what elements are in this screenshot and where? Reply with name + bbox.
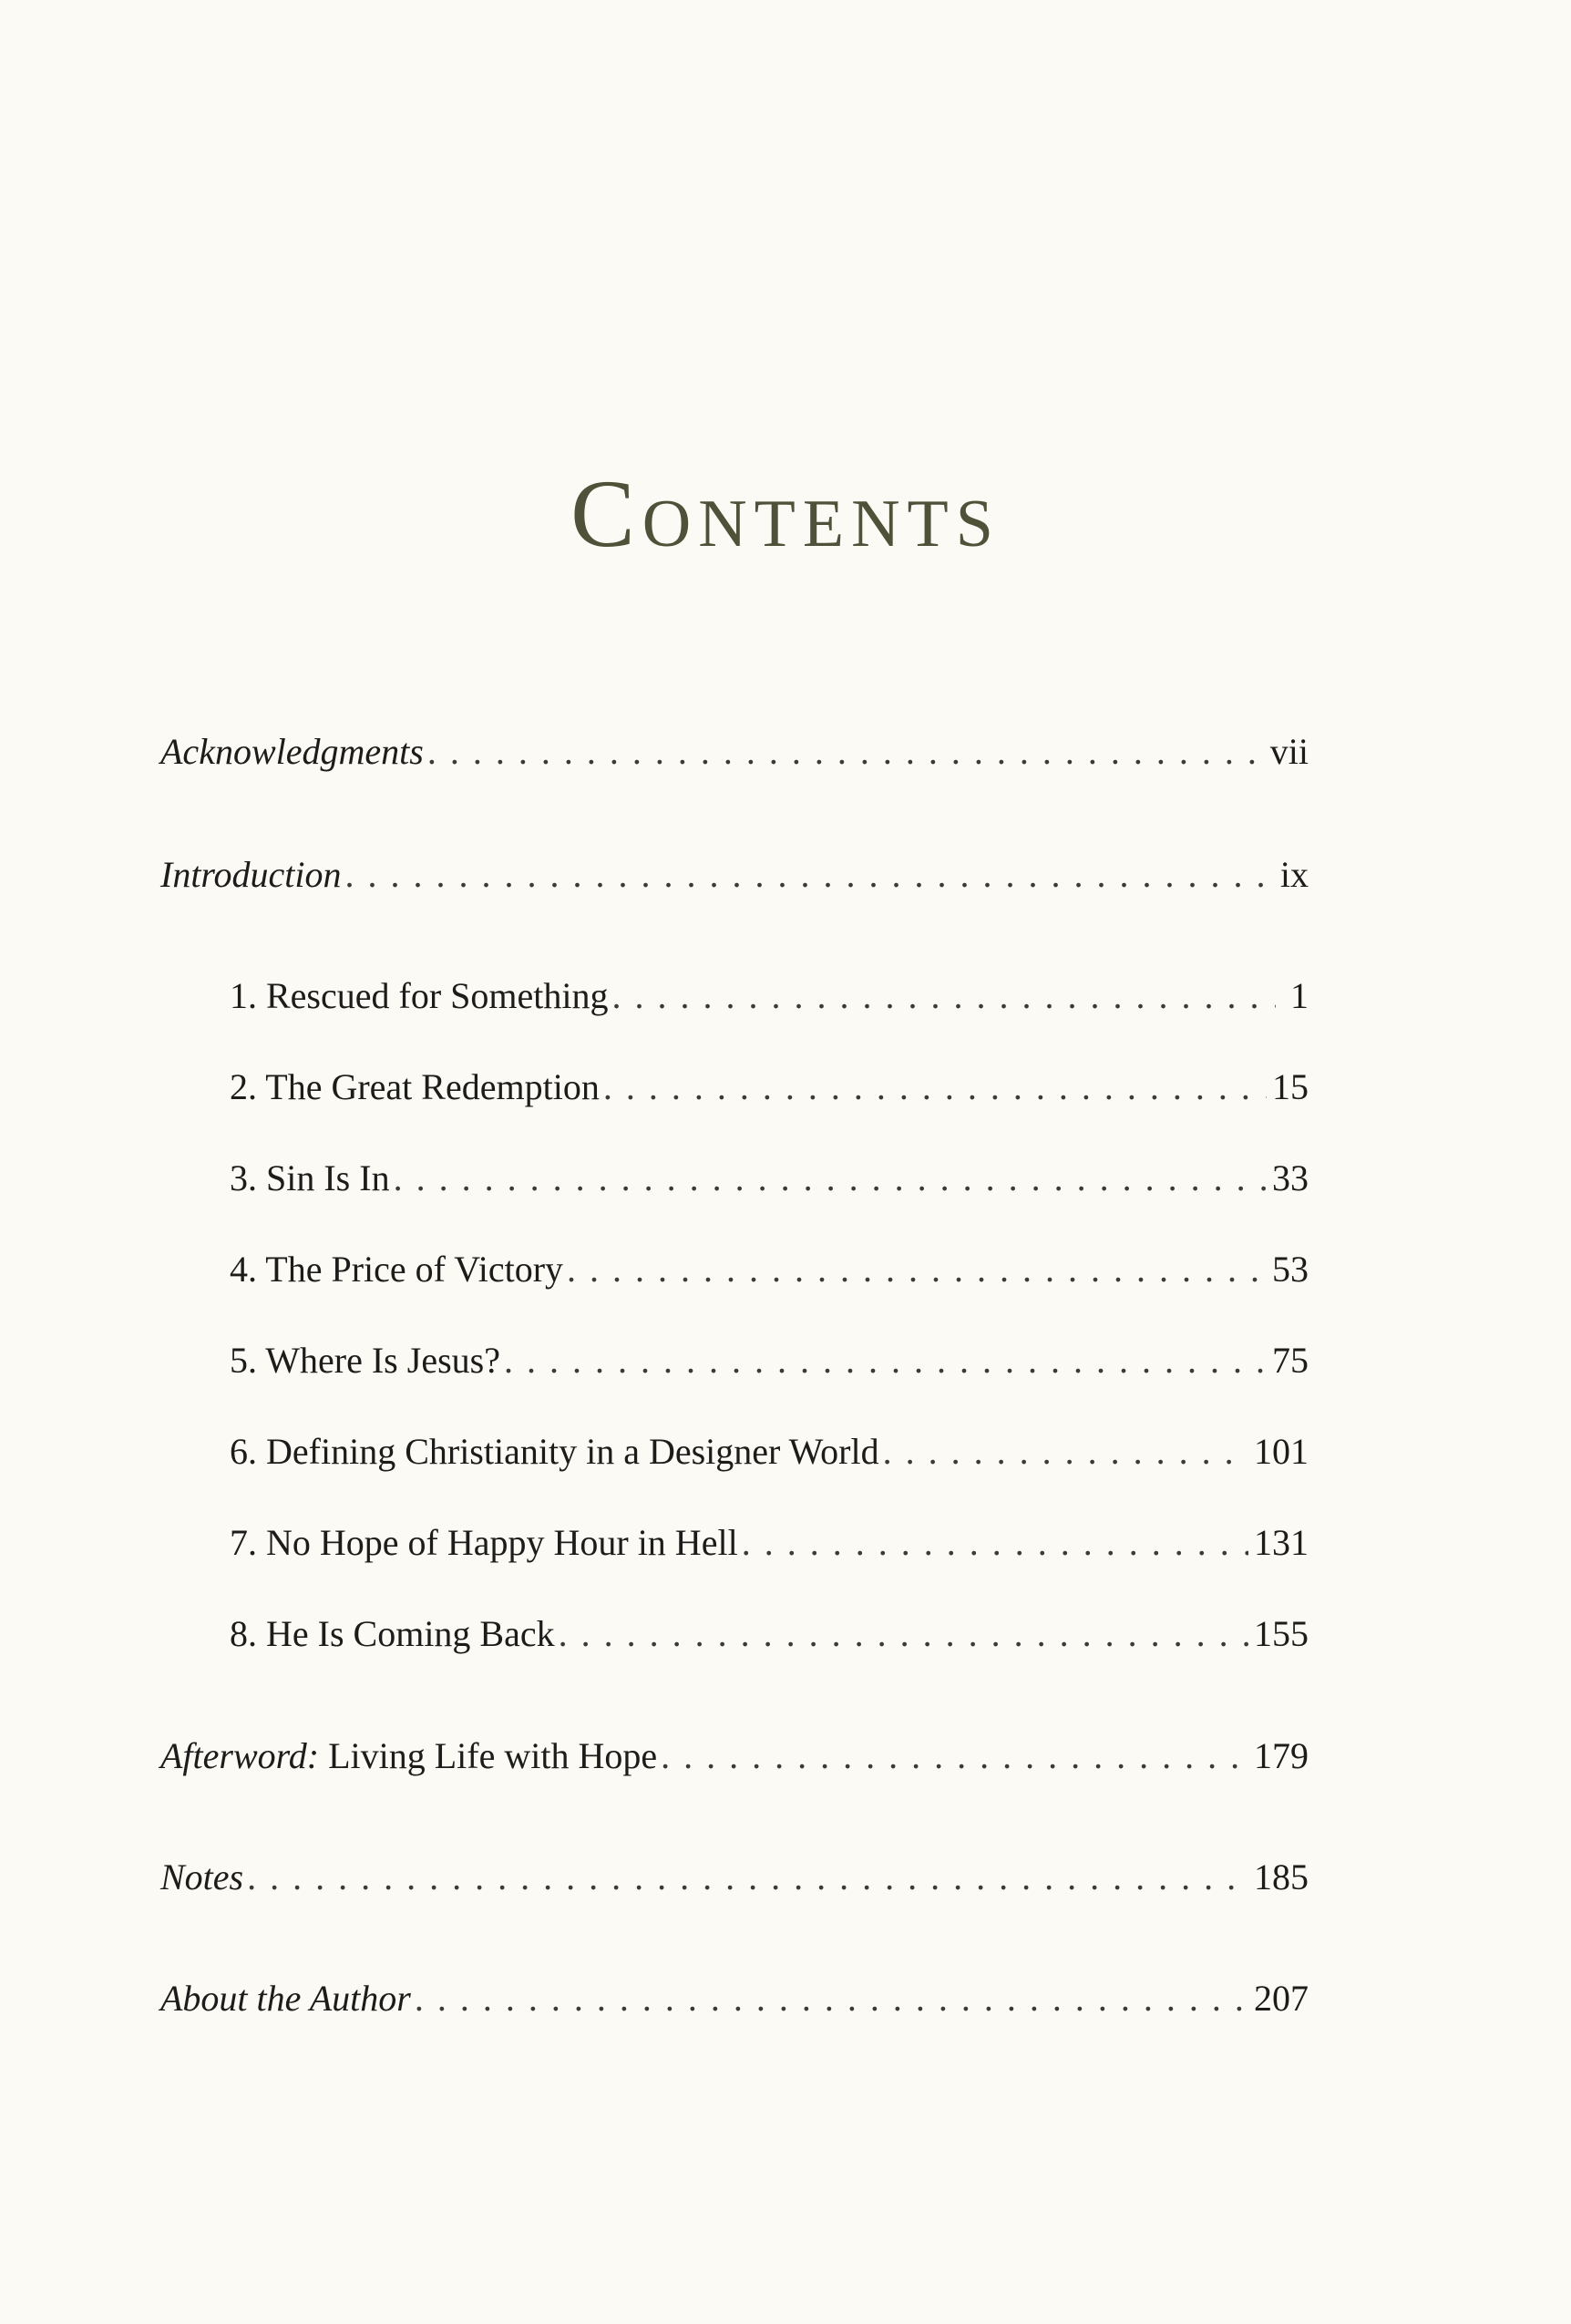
toc-entry-label: 1. Rescued for Something <box>230 975 609 1016</box>
toc-entry-chapter-4 <box>230 1247 1309 1292</box>
toc-entry-label: 5. Where Is Jesus? <box>230 1340 500 1381</box>
toc-entry-label: Notes <box>160 1856 244 1897</box>
toc-page-number: 15 <box>1272 1066 1309 1107</box>
toc-entry-chapter-5 <box>230 1338 1309 1383</box>
toc-entry-chapter-3 <box>230 1156 1309 1201</box>
toc-entry-about-the-author <box>160 1976 1309 2021</box>
dot-leader <box>603 1064 1267 1110</box>
dot-leader <box>415 1976 1248 2021</box>
toc-page-number: 131 <box>1254 1522 1309 1563</box>
toc-entry-afterword <box>160 1733 1309 1779</box>
page-title: Contents <box>570 460 1001 568</box>
toc-page-number: 179 <box>1254 1735 1309 1776</box>
toc-entry-label: Acknowledgments <box>160 731 424 772</box>
toc-page-number: 1 <box>1290 975 1309 1016</box>
toc-entry-chapter-1 <box>230 973 1309 1019</box>
dot-leader <box>742 1520 1248 1566</box>
dot-leader <box>394 1156 1267 1201</box>
dot-leader <box>567 1247 1267 1292</box>
toc-entry-label: 2. The Great Redemption <box>230 1066 600 1107</box>
dot-leader <box>883 1429 1248 1475</box>
toc-page-number: 75 <box>1272 1340 1309 1381</box>
toc-page-number: ix <box>1279 854 1309 895</box>
dot-leader <box>612 973 1277 1019</box>
toc-entry-label: Introduction <box>160 854 342 895</box>
toc-entry-label: 4. The Price of Victory <box>230 1249 564 1290</box>
toc-entry-label: 6. Defining Christianity in a Designer World <box>230 1431 879 1472</box>
dot-leader <box>661 1733 1248 1779</box>
toc-entry-label: 7. No Hope of Happy Hour in Hell <box>230 1522 738 1563</box>
toc-entry-chapter-6 <box>230 1429 1309 1475</box>
dot-leader <box>559 1611 1248 1657</box>
toc-entry-chapter-2 <box>230 1064 1309 1110</box>
toc-entry-notes <box>160 1855 1309 1900</box>
toc-entry-chapter-7 <box>230 1520 1309 1566</box>
toc-page-number: 155 <box>1254 1613 1309 1654</box>
toc-entry-label: About the Author <box>160 1978 411 2019</box>
toc-page-number: 101 <box>1254 1431 1309 1472</box>
toc-entry-label: 8. He Is Coming Back <box>230 1613 555 1654</box>
toc-page-number: vii <box>1269 731 1309 772</box>
dot-leader <box>427 729 1265 775</box>
toc-page-number: 207 <box>1254 1978 1309 2019</box>
toc-page-number: 53 <box>1272 1249 1309 1290</box>
toc-entry-introduction <box>160 852 1309 898</box>
toc-entry-acknowledgments <box>160 729 1309 775</box>
toc-entry-label: 3. Sin Is In <box>230 1157 390 1198</box>
dot-leader <box>247 1855 1248 1900</box>
toc-entry-chapter-8 <box>230 1611 1309 1657</box>
toc-entry-label: Afterword: Living Life with Hope <box>160 1735 658 1776</box>
toc-page-number: 185 <box>1254 1856 1309 1897</box>
dot-leader <box>504 1338 1267 1383</box>
toc-page-number: 33 <box>1272 1157 1309 1198</box>
dot-leader <box>345 852 1275 898</box>
